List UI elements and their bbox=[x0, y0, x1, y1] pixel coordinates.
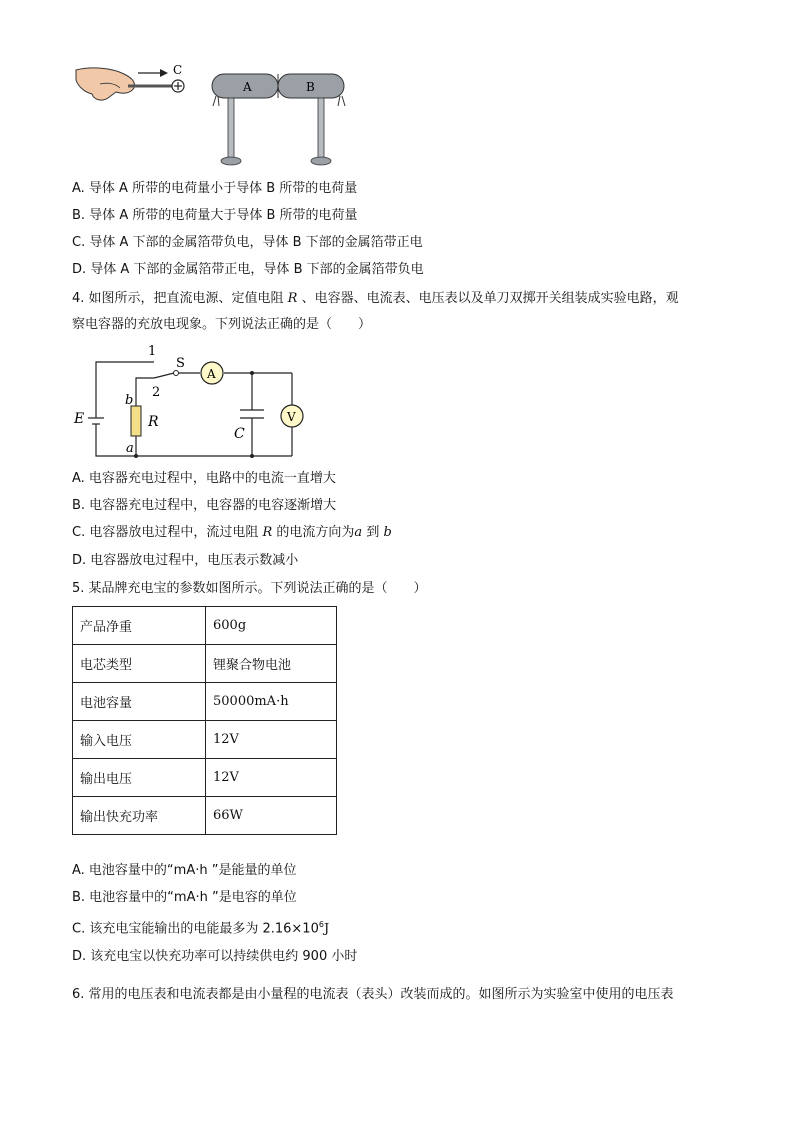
end-b-label: b bbox=[125, 393, 134, 408]
charge-label: C bbox=[173, 63, 183, 77]
q3-option-d: D. 导体 A 下部的金属箔带正电，导体 B 下部的金属箔带负电 bbox=[72, 262, 424, 277]
q4-option-a: A. 电容器充电过程中，电路中的电流一直增大 bbox=[72, 471, 336, 486]
table-row bbox=[73, 683, 337, 721]
q4-option-b: B. 电容器充电过程中，电容器的电容逐渐增大 bbox=[72, 498, 337, 513]
q4-stem-line1: 4. 如图所示，把直流电源、定值电阻 R 、电容器、电流表、电压表以及单刀双掷开关组装成实验电路，观 bbox=[72, 291, 679, 306]
table-cell: 输出电压 bbox=[73, 759, 206, 797]
hand-illustration bbox=[76, 68, 135, 100]
table-row bbox=[73, 759, 337, 797]
table-cell: 输出快充功率 bbox=[73, 797, 206, 835]
end-a-label: a bbox=[126, 441, 134, 456]
q5-option-a: A. 电池容量中的“mA·h ”是能量的单位 bbox=[72, 863, 297, 878]
q5-option-d: D. 该充电宝以快充功率可以持续供电约 900 小时 bbox=[72, 949, 358, 964]
table-cell: 输入电压 bbox=[73, 721, 206, 759]
table-row bbox=[73, 721, 337, 759]
table-cell: 产品净重 bbox=[73, 607, 206, 645]
source-label: E bbox=[74, 411, 85, 427]
q3-option-a: A. 导体 A 所带的电荷量小于导体 B 所带的电荷量 bbox=[72, 181, 358, 196]
induction-figure bbox=[72, 60, 372, 175]
table-row bbox=[73, 645, 337, 683]
q5-stem: 5. 某品牌充电宝的参数如图所示。下列说法正确的是（ ） bbox=[72, 581, 427, 596]
switch-pos2-label: 2 bbox=[152, 385, 161, 400]
switch-pos1-label: 1 bbox=[148, 344, 157, 359]
q4-option-d: D. 电容器放电过程中，电压表示数减小 bbox=[72, 553, 299, 568]
table-cell: 66W bbox=[206, 797, 337, 835]
table-cell: 600g bbox=[206, 607, 337, 645]
table-cell: 12V bbox=[206, 721, 337, 759]
table-cell: 电池容量 bbox=[73, 683, 206, 721]
table-row bbox=[73, 607, 337, 645]
resistor bbox=[131, 406, 141, 436]
q3-option-b: B. 导体 A 所带的电荷量大于导体 B 所带的电荷量 bbox=[72, 208, 358, 223]
q4-stem-line2: 察电容器的充放电现象。下列说法正确的是（ ） bbox=[72, 317, 372, 332]
table-cell: 电芯类型 bbox=[73, 645, 206, 683]
voltmeter-label: V bbox=[287, 410, 296, 424]
ammeter-label: A bbox=[207, 367, 216, 381]
q3-option-c: C. 导体 A 下部的金属箔带负电，导体 B 下部的金属箔带正电 bbox=[72, 235, 423, 250]
q6-stem: 6. 常用的电压表和电流表都是由小量程的电流表（表头）改装而成的。如图所示为实验室中使用的电压表 bbox=[72, 987, 674, 1002]
rc-circuit-diagram bbox=[70, 340, 310, 462]
table-cell: 50000mA·h bbox=[206, 683, 337, 721]
q5-option-b: B. 电池容量中的“mA·h ”是电容的单位 bbox=[72, 890, 297, 905]
table-row bbox=[73, 797, 337, 835]
q4-option-c: C. 电容器放电过程中，流过电阻 R 的电流方向为a 到 b bbox=[72, 525, 392, 540]
table-cell: 12V bbox=[206, 759, 337, 797]
conductor-a-label: A bbox=[243, 80, 252, 94]
table-cell: 锂聚合物电池 bbox=[206, 645, 337, 683]
switch-label: S bbox=[176, 356, 185, 371]
power-bank-spec-table bbox=[72, 606, 337, 835]
q5-option-c: C. 该充电宝能输出的电能最多为 $2.16\times 10^6J$ bbox=[72, 920, 330, 937]
switch-contact bbox=[174, 371, 179, 376]
conductor-b-label: B bbox=[306, 80, 315, 94]
capacitor-label: C bbox=[234, 426, 245, 442]
resistor-label: R bbox=[148, 414, 159, 430]
